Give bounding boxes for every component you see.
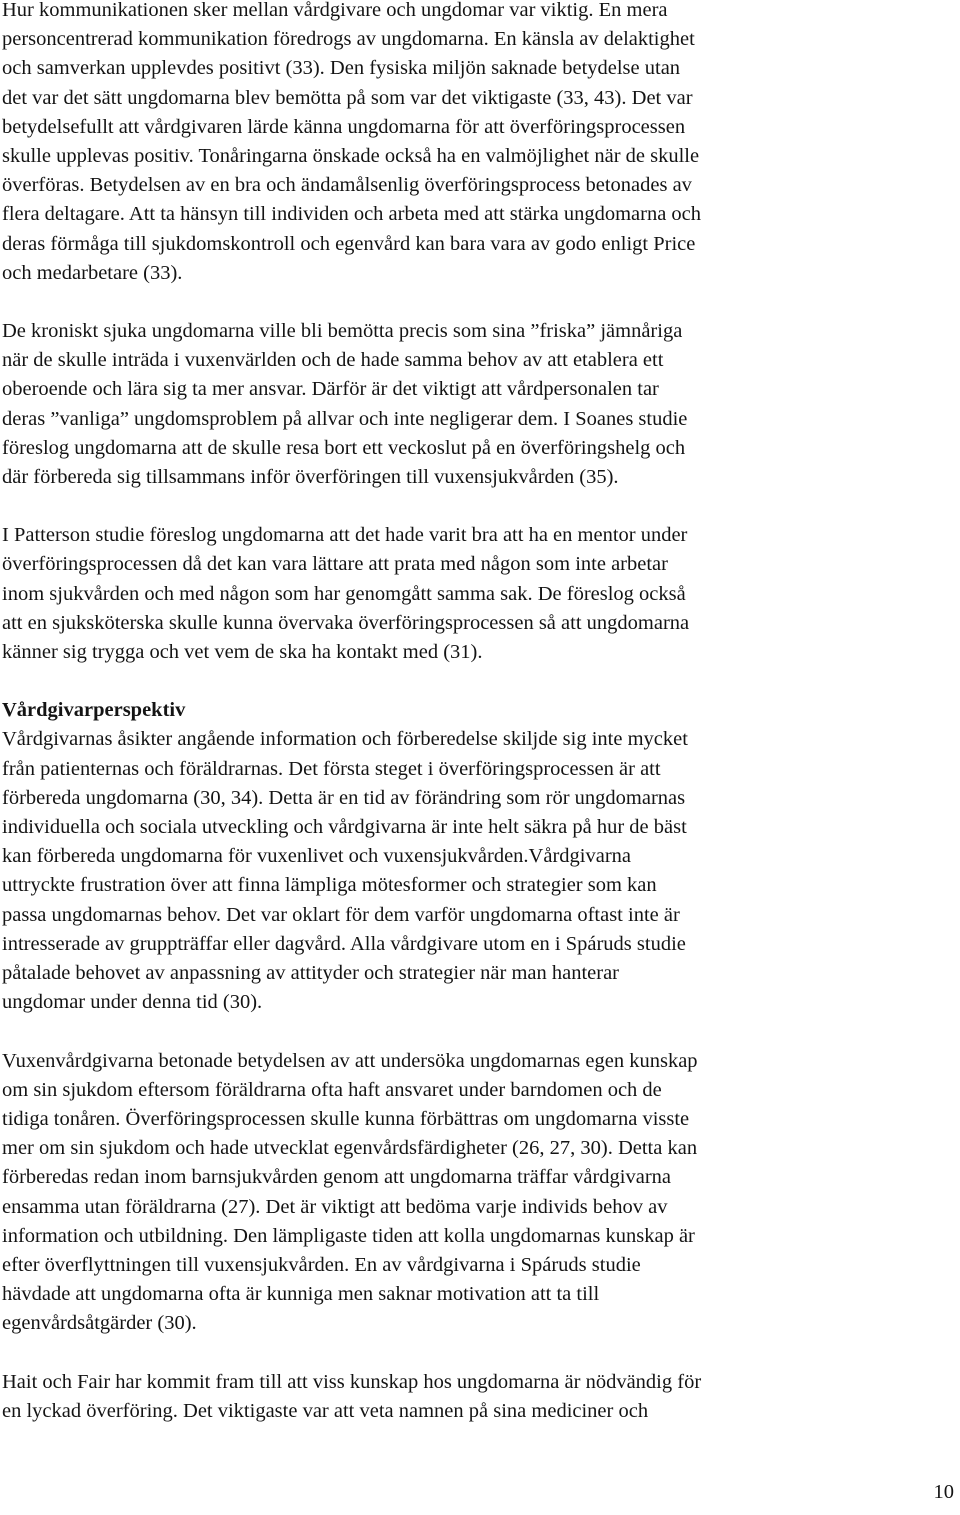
text-line: individuella och sociala utveckling och vårdgivarna är inte helt säkra på hur de bäst	[2, 816, 687, 839]
paragraph-spacer	[2, 667, 882, 696]
paragraph-4	[2, 725, 882, 1017]
paragraph-spacer	[2, 1018, 882, 1047]
text-line: uttryckte frustration över att finna lämpliga mötesformer och strategier som kan	[2, 874, 657, 897]
text-line: ungdomar under denna tid (30).	[2, 991, 263, 1014]
text-line: där förbereda sig tillsammans inför överföringen till vuxensjukvården (35).	[2, 466, 619, 489]
text-line: hävdade att ungdomarna ofta är kunniga men saknar motivation att ta till	[2, 1283, 600, 1306]
text-line: efter överflyttningen till vuxensjukvården. En av vårdgivarna i Spáruds studie	[2, 1253, 641, 1276]
text-line: kan förbereda ungdomarna för vuxenlivet och vuxensjukvården.Vårdgivarna	[2, 845, 632, 868]
paragraph-spacer	[2, 1339, 882, 1368]
text-line: intresserade av gruppträffar eller dagvård. Alla vårdgivare utom en i Spáruds studie	[2, 932, 686, 955]
paragraph-3	[2, 521, 882, 667]
text-line: deras ”vanliga” ungdomsproblem på allvar och inte negligerar dem. I Soanes studie	[2, 407, 688, 430]
text-line: flera deltagare. Att ta hänsyn till individen och arbeta med att stärka ungdomarna och	[2, 203, 702, 226]
text-line: deras förmåga till sjukdomskontroll och egenvård kan bara vara av godo enligt Price	[2, 232, 696, 255]
text-line: överföringsprocessen då det kan vara lättare att prata med någon som inte arbetar	[2, 553, 668, 576]
text-line: information och utbildning. Den lämpligaste tiden att kolla ungdomarnas kunskap är	[2, 1224, 695, 1247]
text-line: förbereda ungdomarna (30, 34). Detta är en tid av förändring som rör ungdomarnas	[2, 786, 686, 809]
text-line: det var det sätt ungdomarna blev bemötta på som var det viktigaste (33, 43). Det var	[2, 86, 693, 109]
text-line: från patienternas och föräldrarnas. Det första steget i överföringsprocessen är att	[2, 757, 661, 780]
text-line: ensamma utan föräldrarna (27). Det är viktigt att bedöma varje individs behov av	[2, 1195, 668, 1218]
section-heading: Vårdgivarperspektiv	[2, 699, 186, 722]
text-line: skulle upplevas positiv. Tonåringarna önskade också ha en valmöjlighet när de skulle	[2, 145, 700, 168]
text-line: Hait och Fair har kommit fram till att viss kunskap hos ungdomarna är nödvändig för	[2, 1370, 702, 1393]
text-line: inom sjukvården och med någon som har genomgått samma sak. De föreslog också	[2, 582, 686, 605]
body-text	[2, 0, 882, 1426]
text-line: Vuxenvårdgivarna betonade betydelsen av att undersöka ungdomarnas egen kunskap	[2, 1049, 698, 1072]
text-line: och samverkan upplevdes positivt (33). Den fysiska miljön saknade betydelse utan	[2, 57, 681, 80]
text-line: förberedas redan inom barnsjukvården genom att ungdomarna träffar vårdgivarna	[2, 1166, 672, 1189]
paragraph-spacer	[2, 492, 882, 521]
text-line: betydelsefullt att vårdgivaren lärde känna ungdomarna för att överföringsprocessen	[2, 115, 686, 138]
text-line: tidiga tonåren. Överföringsprocessen skulle kunna förbättras om ungdomarna visste	[2, 1107, 690, 1130]
text-line: när de skulle inträda i vuxenvärlden och de hade samma behov av att etablera ett	[2, 349, 664, 372]
paragraph-2	[2, 317, 882, 492]
text-line: mer om sin sjukdom och hade utvecklat egenvårdsfärdigheter (26, 27, 30). Detta kan	[2, 1137, 698, 1160]
paragraph-5	[2, 1047, 882, 1339]
text-line: att en sjuksköterska skulle kunna övervaka överföringsprocessen så att ungdomarna	[2, 611, 690, 634]
text-line: Hur kommunikationen sker mellan vårdgivare och ungdomar var viktig. En mera	[2, 0, 668, 21]
paragraph-spacer	[2, 288, 882, 317]
text-line: påtalade behovet av anpassning av attityder och strategier när man hanterar	[2, 962, 620, 985]
paragraph-1	[2, 0, 882, 288]
text-line: överföras. Betydelsen av en bra och ändamålsenlig överföringsprocess betonades av	[2, 174, 692, 197]
text-line: om sin sjukdom eftersom föräldrarna ofta haft ansvaret under barndomen och de	[2, 1078, 662, 1101]
text-line: en lyckad överföring. Det viktigaste var att veta namnen på sina mediciner och	[2, 1399, 649, 1422]
text-line: I Patterson studie föreslog ungdomarna att det hade varit bra att ha en mentor under	[2, 524, 688, 547]
paragraph-6	[2, 1368, 882, 1426]
text-line: föreslog ungdomarna att de skulle resa bort ett veckoslut på en överföringshelg och	[2, 436, 686, 459]
text-line: egenvårdsåtgärder (30).	[2, 1312, 197, 1335]
text-line: oberoende och lära sig ta mer ansvar. Därför är det viktigt att vårdpersonalen tar	[2, 378, 659, 401]
text-line: personcentrerad kommunikation föredrogs av ungdomarna. En känsla av delaktighet	[2, 28, 695, 51]
text-line: Vårdgivarnas åsikter angående information och förberedelse skiljde sig inte mycket	[2, 728, 688, 751]
text-line: De kroniskt sjuka ungdomarna ville bli bemötta precis som sina ”friska” jämnåriga	[2, 320, 683, 343]
text-line: och medarbetare (33).	[2, 261, 183, 284]
text-line: passa ungdomarnas behov. Det var oklart för dem varför ungdomarna oftast inte är	[2, 903, 680, 926]
page-number: 10	[933, 1481, 954, 1503]
text-line: känner sig trygga och vet vem de ska ha kontakt med (31).	[2, 641, 483, 664]
